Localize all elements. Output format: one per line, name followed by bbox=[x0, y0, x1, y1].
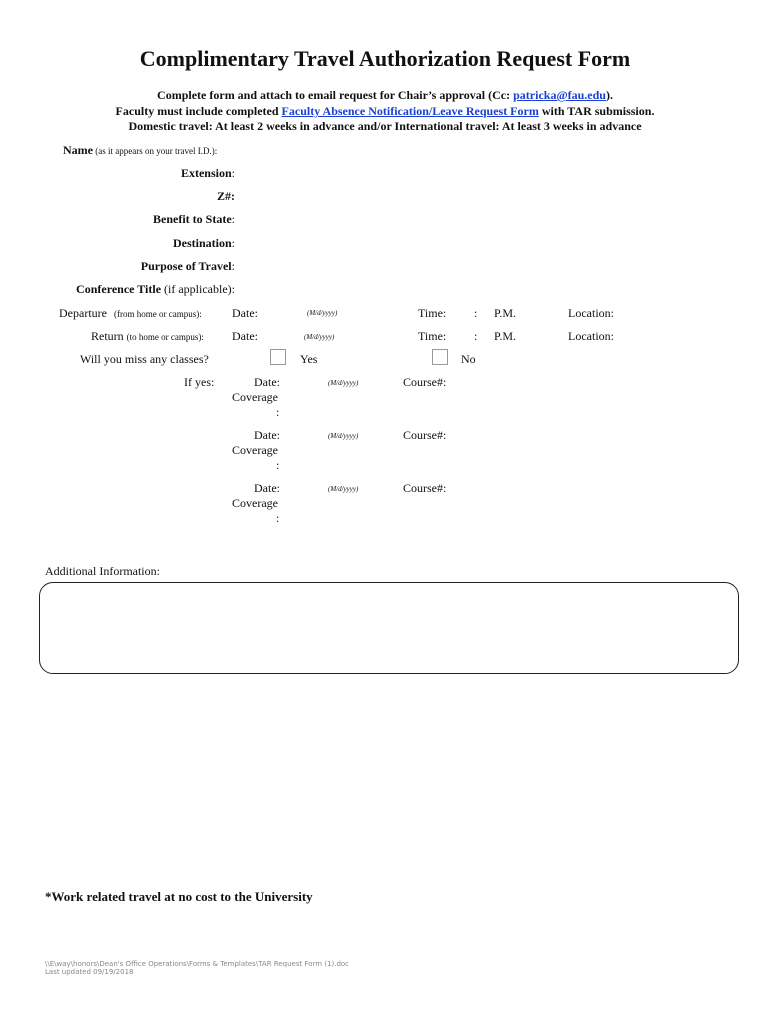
purpose-label: Purpose of Travel bbox=[140, 259, 232, 273]
form-title: Complimentary Travel Authorization Request Form bbox=[139, 46, 631, 71]
return-pm: P.M. bbox=[494, 329, 517, 343]
intro-line-1-prefix: Complete form and attach to email request for Chair’s approval (Cc: bbox=[157, 88, 514, 102]
intro-line-2-prefix: Faculty must include completed bbox=[115, 104, 282, 118]
zno-label: Z#: bbox=[217, 189, 235, 203]
coverage-date-format: (M/d/yyyy) bbox=[328, 379, 359, 387]
coverage-label: Coverage bbox=[232, 443, 278, 457]
no-cost-note: *Work related travel at no cost to the University bbox=[45, 889, 313, 904]
departure-date-format: (M/d/yyyy) bbox=[307, 309, 338, 317]
conference-field-label bbox=[40, 282, 235, 297]
conference-label: Conference Title bbox=[76, 282, 162, 296]
purpose-field-label bbox=[60, 259, 235, 274]
coverage-date-format: (M/d/yyyy) bbox=[328, 432, 359, 440]
if-yes-label: If yes: bbox=[184, 375, 215, 389]
name-label: Name bbox=[63, 143, 93, 157]
return-date-format: (M/d/yyyy) bbox=[304, 333, 335, 341]
conference-hint: (if applicable): bbox=[161, 282, 235, 296]
intro-line-1-suffix: ). bbox=[605, 88, 613, 102]
additional-info-textbox[interactable] bbox=[39, 582, 739, 674]
extension-colon: : bbox=[231, 166, 235, 180]
coverage-date-label: Date: bbox=[254, 481, 280, 495]
footer-last-updated: Last updated 09/19/2018 bbox=[45, 968, 134, 976]
benefit-label: Benefit to State bbox=[153, 212, 232, 226]
zno-field-label bbox=[60, 189, 235, 204]
benefit-colon: : bbox=[231, 212, 235, 226]
yes-checkbox[interactable] bbox=[270, 349, 286, 365]
departure-hint: (from home or campus): bbox=[113, 309, 202, 319]
coverage-date-label: Date: bbox=[254, 375, 280, 389]
yes-label: Yes bbox=[300, 352, 318, 366]
return-hint: (to home or campus): bbox=[126, 332, 204, 342]
coverage-label: Coverage bbox=[232, 390, 278, 404]
departure-time-label: Time: bbox=[418, 306, 447, 320]
purpose-colon: : bbox=[231, 259, 235, 273]
coverage-course-label: Course#: bbox=[403, 428, 447, 442]
destination-label: Destination bbox=[172, 236, 232, 250]
return-location-label: Location: bbox=[568, 329, 614, 343]
coverage-date-format: (M/d/yyyy) bbox=[328, 485, 359, 493]
return-time-sep: : bbox=[474, 329, 478, 343]
absence-form-link[interactable]: Faculty Absence Notification/Leave Request Form bbox=[281, 104, 539, 118]
destination-field-label bbox=[60, 236, 235, 251]
chair-email-link[interactable]: patricka@fau.edu bbox=[513, 88, 606, 102]
departure-location-label: Location: bbox=[568, 306, 614, 320]
coverage-colon: : bbox=[276, 511, 280, 525]
extension-field-label bbox=[60, 166, 235, 181]
benefit-field-label bbox=[60, 212, 235, 227]
return-field-label bbox=[91, 329, 204, 344]
no-checkbox[interactable] bbox=[432, 349, 448, 365]
coverage-course-label: Course#: bbox=[403, 481, 447, 495]
destination-colon: : bbox=[231, 236, 235, 250]
intro-line-2-suffix: with TAR submission. bbox=[538, 104, 655, 118]
coverage-course-label: Course#: bbox=[403, 375, 447, 389]
name-hint: (as it appears on your travel I.D.): bbox=[93, 146, 218, 156]
departure-pm: P.M. bbox=[494, 306, 517, 320]
departure-field-label bbox=[59, 306, 202, 321]
coverage-colon: : bbox=[276, 405, 280, 419]
coverage-row bbox=[0, 481, 770, 541]
coverage-row bbox=[0, 375, 770, 435]
coverage-row bbox=[0, 428, 770, 488]
coverage-colon: : bbox=[276, 458, 280, 472]
intro-line-3: Domestic travel: At least 2 weeks in advance and/or International travel: At least 3 weeks in advance bbox=[128, 119, 642, 133]
intro-line-2 bbox=[0, 104, 770, 119]
return-date-label: Date: bbox=[232, 329, 258, 343]
departure-date-label: Date: bbox=[232, 306, 258, 320]
return-time-label: Time: bbox=[418, 329, 447, 343]
no-label: No bbox=[461, 352, 476, 366]
footer-file-path: \\E\way\honors\Dean's Office Operations\Forms & Templates\TAR Request Form (1).doc bbox=[45, 960, 350, 968]
extension-label: Extension bbox=[180, 166, 232, 180]
departure-label: Departure bbox=[59, 306, 107, 320]
return-label: Return bbox=[91, 329, 124, 343]
coverage-date-label: Date: bbox=[254, 428, 280, 442]
coverage-label: Coverage bbox=[232, 496, 278, 510]
departure-time-sep: : bbox=[474, 306, 478, 320]
miss-classes-question: Will you miss any classes? bbox=[80, 352, 209, 366]
additional-info-label: Additional Information: bbox=[45, 564, 160, 578]
name-field-label bbox=[63, 143, 217, 158]
intro-line-1 bbox=[0, 88, 770, 103]
